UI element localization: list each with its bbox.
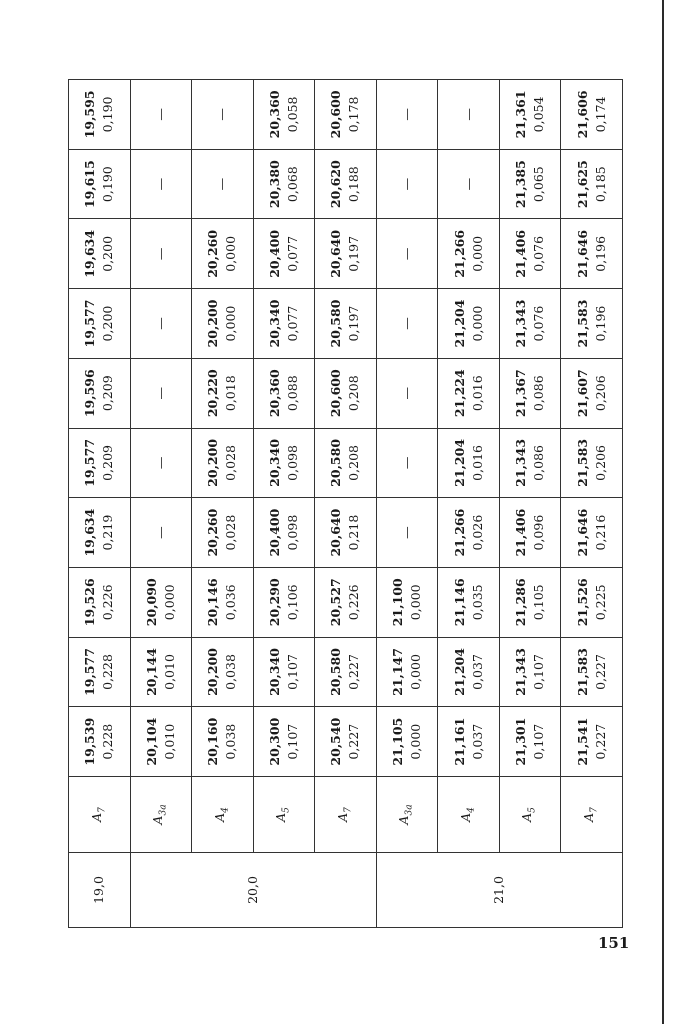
- value-cell: [499, 567, 561, 637]
- primary-value: 21,646: [574, 508, 590, 557]
- value-cell: [376, 289, 438, 359]
- primary-value: 19,577: [82, 648, 98, 696]
- primary-value: 20,220: [205, 369, 221, 418]
- secondary-value: 0,227: [346, 654, 362, 690]
- dash-mark: —: [152, 317, 168, 330]
- primary-value: 19,615: [82, 160, 98, 209]
- dash-mark: —: [152, 456, 168, 470]
- value-cell: [376, 219, 438, 289]
- primary-value: 20,580: [328, 438, 344, 487]
- secondary-value: 0,106: [284, 584, 300, 621]
- primary-value: 21,361: [513, 90, 529, 139]
- table-row: [499, 80, 561, 928]
- secondary-value: 0,206: [592, 375, 608, 412]
- value-cell: [130, 289, 192, 359]
- table-row: [192, 80, 254, 928]
- secondary-value: 0,000: [408, 584, 423, 621]
- value-cell: [376, 567, 438, 637]
- dash-mark: —: [399, 247, 414, 261]
- secondary-value: 0,225: [592, 584, 608, 621]
- secondary-value: 0,209: [100, 445, 116, 481]
- value-cell: [499, 428, 561, 498]
- primary-value: 19,596: [82, 369, 98, 418]
- secondary-value: 0,107: [284, 723, 300, 760]
- fit-type-subscript: 4: [220, 807, 231, 813]
- dash-mark: —: [214, 177, 230, 191]
- primary-value: 21,526: [574, 578, 590, 627]
- value-cell: [130, 707, 192, 777]
- fit-type-subscript: 7: [97, 807, 108, 813]
- secondary-value: 0,076: [531, 305, 547, 342]
- primary-value: 21,343: [513, 438, 529, 487]
- value-cell: [499, 707, 561, 777]
- value-cell: [253, 428, 315, 498]
- secondary-value: 0,228: [100, 723, 116, 760]
- value-cell: [315, 80, 377, 150]
- secondary-value: 0,036: [223, 584, 239, 621]
- page-edge-line: [662, 0, 664, 1024]
- primary-value: 20,527: [328, 578, 344, 627]
- table-row: [376, 80, 438, 928]
- value-cell: [561, 567, 623, 637]
- secondary-value: 0,226: [346, 584, 362, 621]
- primary-value: 20,104: [143, 717, 159, 766]
- value-cell: [69, 498, 131, 568]
- primary-value: 19,577: [82, 438, 98, 487]
- value-cell: [192, 637, 254, 707]
- primary-value: 20,260: [205, 229, 221, 278]
- primary-value: 20,290: [266, 578, 282, 627]
- value-cell: [69, 80, 131, 150]
- secondary-value: 0,105: [531, 584, 547, 621]
- primary-value: 20,540: [328, 717, 344, 766]
- fit-type-subscript: 5: [281, 807, 292, 813]
- value-cell: [130, 149, 192, 219]
- primary-value: 20,200: [205, 299, 221, 348]
- dash-mark: —: [460, 108, 476, 121]
- primary-value: 21,606: [574, 90, 590, 139]
- secondary-value: 0,028: [223, 445, 239, 481]
- secondary-value: 0,208: [346, 445, 362, 481]
- value-cell: [192, 707, 254, 777]
- secondary-value: 0,035: [469, 584, 485, 621]
- value-cell: [438, 80, 500, 150]
- secondary-value: 0,208: [346, 375, 362, 412]
- value-cell: [253, 567, 315, 637]
- diameter-value: 20,0: [245, 876, 261, 904]
- dash-mark: —: [399, 386, 414, 400]
- secondary-value: 0,000: [469, 235, 485, 272]
- diameter-cell: [130, 853, 376, 928]
- secondary-value: 0,174: [592, 96, 608, 133]
- secondary-value: 0,000: [161, 584, 177, 621]
- secondary-value: 0,096: [531, 514, 547, 551]
- primary-value: 21,147: [390, 648, 405, 696]
- primary-value: 20,260: [205, 508, 221, 557]
- fit-type-letter: A: [88, 812, 104, 822]
- secondary-value: 0,000: [223, 235, 239, 272]
- value-cell: [561, 428, 623, 498]
- primary-value: 20,200: [205, 648, 221, 696]
- value-cell: [499, 80, 561, 150]
- primary-value: 21,100: [390, 578, 405, 627]
- secondary-value: 0,107: [531, 723, 547, 760]
- dash-mark: —: [399, 456, 414, 470]
- secondary-value: 0,000: [408, 723, 423, 760]
- dash-mark: —: [152, 247, 168, 261]
- value-cell: [499, 219, 561, 289]
- value-cell: [69, 358, 131, 428]
- primary-value: 21,204: [451, 438, 467, 487]
- secondary-value: 0,037: [469, 654, 485, 690]
- fit-type-subscript: 4: [466, 807, 477, 813]
- fit-type-cell: [69, 777, 131, 853]
- value-cell: [253, 707, 315, 777]
- value-cell: [130, 498, 192, 568]
- value-cell: [192, 428, 254, 498]
- table-row: [315, 80, 377, 928]
- fit-type-cell: [315, 777, 377, 853]
- secondary-value: 0,018: [223, 375, 239, 412]
- value-cell: [253, 358, 315, 428]
- dash-mark: —: [460, 177, 476, 191]
- primary-value: 21,286: [513, 578, 529, 627]
- secondary-value: 0,190: [100, 96, 116, 133]
- value-cell: [376, 637, 438, 707]
- secondary-value: 0,068: [284, 166, 300, 203]
- value-cell: [438, 498, 500, 568]
- secondary-value: 0,098: [284, 514, 300, 551]
- value-cell: [192, 567, 254, 637]
- secondary-value: 0,065: [531, 166, 547, 203]
- primary-value: 21,406: [513, 508, 529, 557]
- secondary-value: 0,226: [100, 584, 116, 621]
- fit-type-cell: [376, 777, 438, 853]
- primary-value: 20,580: [328, 299, 344, 348]
- value-cell: [130, 219, 192, 289]
- primary-value: 21,204: [451, 648, 467, 696]
- primary-value: 21,146: [451, 578, 467, 627]
- secondary-value: 0,107: [284, 654, 300, 690]
- primary-value: 19,634: [82, 508, 98, 557]
- value-cell: [561, 289, 623, 359]
- primary-value: 20,200: [205, 438, 221, 487]
- secondary-value: 0,216: [592, 514, 608, 551]
- fit-type-cell: [192, 777, 254, 853]
- primary-value: 21,583: [574, 299, 590, 348]
- value-cell: [192, 149, 254, 219]
- value-cell: [376, 428, 438, 498]
- secondary-value: 0,209: [100, 375, 116, 412]
- primary-value: 21,625: [574, 160, 590, 209]
- value-cell: [69, 637, 131, 707]
- value-cell: [376, 80, 438, 150]
- primary-value: 21,646: [574, 229, 590, 278]
- secondary-value: 0,016: [469, 375, 485, 412]
- secondary-value: 0,227: [592, 723, 608, 760]
- rotated-table-container: [68, 79, 623, 928]
- fit-type-letter: A: [580, 812, 596, 822]
- primary-value: 20,300: [266, 717, 282, 766]
- primary-value: 21,583: [574, 438, 590, 487]
- primary-value: 21,406: [513, 229, 529, 278]
- value-cell: [438, 707, 500, 777]
- value-cell: [130, 428, 192, 498]
- secondary-value: 0,227: [346, 723, 362, 760]
- value-cell: [192, 80, 254, 150]
- primary-value: 21,343: [513, 299, 529, 348]
- secondary-value: 0,077: [284, 235, 300, 272]
- fit-type-cell: [561, 777, 623, 853]
- secondary-value: 0,219: [100, 514, 116, 551]
- primary-value: 21,266: [451, 229, 467, 278]
- primary-value: 20,340: [266, 299, 282, 348]
- secondary-value: 0,200: [100, 235, 116, 272]
- secondary-value: 0,037: [469, 723, 485, 760]
- primary-value: 20,160: [205, 717, 221, 766]
- primary-value: 21,301: [513, 717, 529, 766]
- value-cell: [130, 567, 192, 637]
- value-cell: [438, 567, 500, 637]
- value-cell: [192, 498, 254, 568]
- value-cell: [499, 498, 561, 568]
- primary-value: 19,539: [82, 717, 98, 766]
- tolerance-table: [68, 79, 623, 928]
- primary-value: 21,541: [574, 717, 590, 766]
- secondary-value: 0,058: [284, 96, 300, 133]
- secondary-value: 0,107: [531, 654, 547, 690]
- value-cell: [69, 289, 131, 359]
- primary-value: 21,161: [451, 717, 467, 766]
- primary-value: 20,340: [266, 648, 282, 696]
- fit-type-letter: A: [334, 812, 350, 822]
- value-cell: [253, 80, 315, 150]
- secondary-value: 0,185: [592, 166, 608, 203]
- primary-value: 21,367: [513, 369, 529, 418]
- secondary-value: 0,196: [592, 305, 608, 342]
- value-cell: [561, 149, 623, 219]
- secondary-value: 0,077: [284, 305, 300, 342]
- secondary-value: 0,016: [469, 445, 485, 481]
- primary-value: 19,595: [82, 90, 98, 139]
- value-cell: [376, 149, 438, 219]
- diameter-cell: [376, 853, 622, 928]
- primary-value: 20,640: [328, 508, 344, 557]
- value-cell: [499, 149, 561, 219]
- value-cell: [253, 219, 315, 289]
- secondary-value: 0,200: [100, 305, 116, 342]
- primary-value: 21,343: [513, 648, 529, 696]
- primary-value: 20,146: [205, 578, 221, 627]
- primary-value: 19,634: [82, 229, 98, 278]
- value-cell: [315, 149, 377, 219]
- value-cell: [130, 80, 192, 150]
- fit-type-cell: [499, 777, 561, 853]
- secondary-value: 0,000: [223, 305, 239, 342]
- value-cell: [130, 358, 192, 428]
- primary-value: 20,360: [266, 90, 282, 139]
- secondary-value: 0,206: [592, 445, 608, 481]
- table-row: [69, 80, 131, 928]
- value-cell: [438, 428, 500, 498]
- primary-value: 20,090: [143, 578, 159, 627]
- dash-mark: —: [399, 526, 414, 539]
- primary-value: 20,144: [143, 648, 159, 696]
- secondary-value: 0,227: [592, 654, 608, 690]
- value-cell: [561, 498, 623, 568]
- table-row: [438, 80, 500, 928]
- value-cell: [130, 637, 192, 707]
- secondary-value: 0,088: [284, 375, 300, 412]
- fit-type-subscript: 3a: [404, 804, 415, 816]
- value-cell: [69, 567, 131, 637]
- primary-value: 21,583: [574, 648, 590, 696]
- diameter-value: 19,0: [91, 876, 107, 904]
- diameter-cell: [69, 853, 131, 928]
- secondary-value: 0,228: [100, 654, 116, 690]
- value-cell: [192, 289, 254, 359]
- table-body: [69, 80, 623, 928]
- fit-type-subscript: 7: [343, 807, 354, 813]
- value-cell: [69, 219, 131, 289]
- value-cell: [376, 358, 438, 428]
- value-cell: [438, 219, 500, 289]
- primary-value: 21,105: [390, 717, 405, 766]
- table-row: [561, 80, 623, 928]
- fit-type-subscript: 7: [589, 807, 600, 813]
- dash-mark: —: [152, 386, 168, 400]
- secondary-value: 0,188: [346, 166, 362, 203]
- primary-value: 21,204: [451, 299, 467, 348]
- secondary-value: 0,086: [531, 445, 547, 481]
- value-cell: [192, 219, 254, 289]
- fit-type-subscript: 5: [527, 807, 538, 813]
- dash-mark: —: [214, 108, 230, 121]
- value-cell: [315, 219, 377, 289]
- value-cell: [253, 289, 315, 359]
- secondary-value: 0,197: [346, 235, 362, 272]
- primary-value: 20,600: [328, 369, 344, 418]
- value-cell: [499, 358, 561, 428]
- value-cell: [438, 289, 500, 359]
- value-cell: [499, 289, 561, 359]
- value-cell: [315, 567, 377, 637]
- value-cell: [315, 707, 377, 777]
- secondary-value: 0,098: [284, 445, 300, 481]
- value-cell: [315, 289, 377, 359]
- value-cell: [69, 428, 131, 498]
- primary-value: 20,600: [328, 90, 344, 139]
- primary-value: 20,400: [266, 508, 282, 557]
- value-cell: [561, 80, 623, 150]
- secondary-value: 0,010: [161, 654, 177, 690]
- secondary-value: 0,000: [469, 305, 485, 342]
- fit-type-letter: A: [273, 812, 289, 822]
- value-cell: [192, 358, 254, 428]
- secondary-value: 0,000: [408, 654, 423, 690]
- dash-mark: —: [152, 108, 168, 121]
- value-cell: [438, 637, 500, 707]
- value-cell: [499, 637, 561, 707]
- primary-value: 21,385: [513, 160, 529, 209]
- secondary-value: 0,038: [223, 654, 239, 690]
- dash-mark: —: [399, 177, 414, 191]
- secondary-value: 0,038: [223, 723, 239, 760]
- primary-value: 20,360: [266, 369, 282, 418]
- value-cell: [438, 358, 500, 428]
- secondary-value: 0,218: [346, 514, 362, 551]
- secondary-value: 0,197: [346, 305, 362, 342]
- value-cell: [561, 707, 623, 777]
- primary-value: 20,400: [266, 229, 282, 278]
- primary-value: 20,340: [266, 438, 282, 487]
- primary-value: 21,266: [451, 508, 467, 557]
- value-cell: [315, 498, 377, 568]
- primary-value: 19,577: [82, 299, 98, 348]
- primary-value: 20,620: [328, 160, 344, 209]
- value-cell: [438, 149, 500, 219]
- secondary-value: 0,010: [161, 723, 177, 760]
- value-cell: [561, 219, 623, 289]
- page-number: 151: [598, 934, 630, 952]
- secondary-value: 0,028: [223, 514, 239, 551]
- secondary-value: 0,026: [469, 514, 485, 551]
- table-row: [253, 80, 315, 928]
- dash-mark: —: [152, 177, 168, 191]
- table-row: [130, 80, 192, 928]
- value-cell: [561, 637, 623, 707]
- value-cell: [253, 637, 315, 707]
- value-cell: [253, 149, 315, 219]
- dash-mark: —: [399, 317, 414, 330]
- dash-mark: —: [399, 108, 414, 121]
- secondary-value: 0,076: [531, 235, 547, 272]
- primary-value: 20,580: [328, 648, 344, 696]
- fit-type-letter: A: [396, 815, 412, 825]
- fit-type-cell: [253, 777, 315, 853]
- value-cell: [69, 707, 131, 777]
- primary-value: 20,640: [328, 229, 344, 278]
- fit-type-letter: A: [519, 812, 535, 822]
- diameter-value: 21,0: [491, 876, 507, 904]
- value-cell: [315, 428, 377, 498]
- primary-value: 19,526: [82, 578, 98, 627]
- value-cell: [253, 498, 315, 568]
- primary-value: 21,607: [574, 369, 590, 418]
- secondary-value: 0,054: [531, 96, 547, 133]
- primary-value: 20,380: [266, 160, 282, 209]
- fit-type-cell: [130, 777, 192, 853]
- fit-type-subscript: 3a: [158, 804, 169, 816]
- dash-mark: —: [152, 526, 168, 539]
- value-cell: [315, 637, 377, 707]
- value-cell: [376, 707, 438, 777]
- primary-value: 21,224: [451, 369, 467, 418]
- value-cell: [561, 358, 623, 428]
- fit-type-letter: A: [457, 812, 473, 822]
- secondary-value: 0,196: [592, 235, 608, 272]
- value-cell: [69, 149, 131, 219]
- fit-type-letter: A: [150, 815, 166, 825]
- fit-type-cell: [438, 777, 500, 853]
- secondary-value: 0,178: [346, 96, 362, 133]
- value-cell: [315, 358, 377, 428]
- secondary-value: 0,086: [531, 375, 547, 412]
- secondary-value: 0,190: [100, 166, 116, 203]
- fit-type-letter: A: [211, 812, 227, 822]
- value-cell: [376, 498, 438, 568]
